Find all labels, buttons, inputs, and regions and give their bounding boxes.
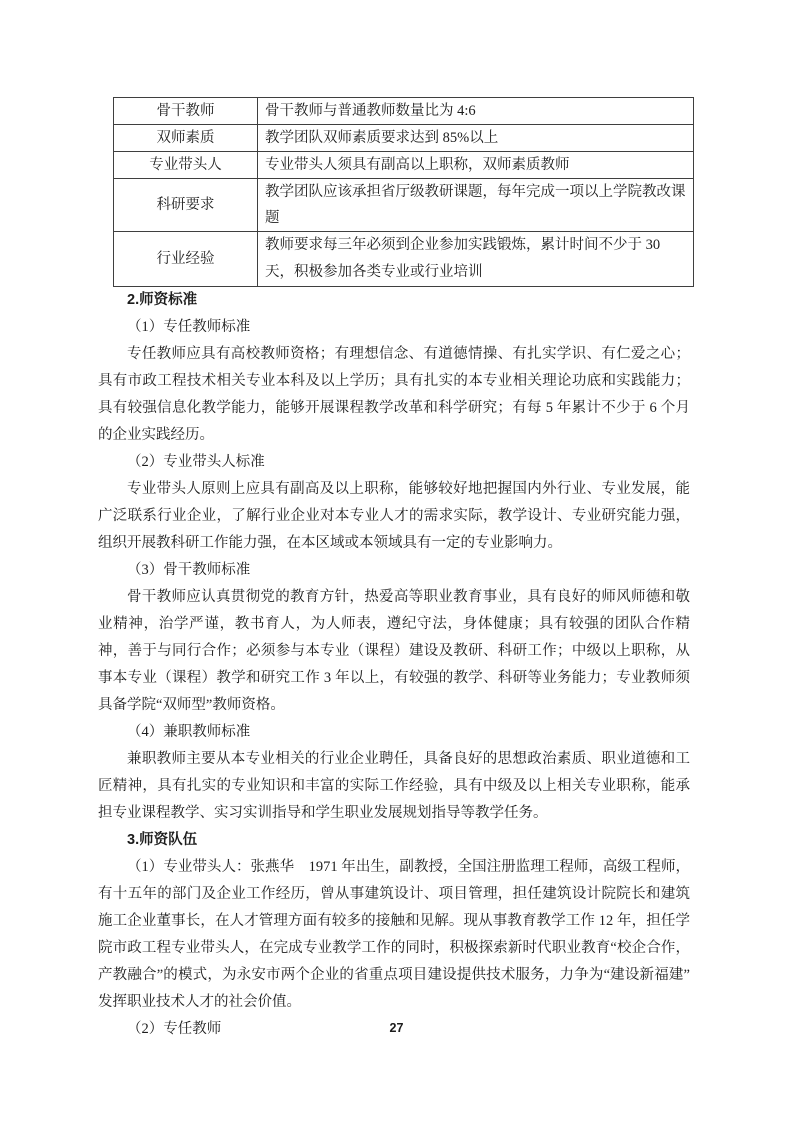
row-value: 教学团队应该承担省厅级教研课题，每年完成一项以上学院教改课题: [258, 179, 694, 232]
paragraph-program-leader-standard: 专业带头人原则上应具有副高及以上职称，能够较好地把握国内外行业、专业发展，能广泛联系行业企业，了解行业企业对本专业人才的需求实际，教学设计、专业研究能力强，组织开展教科研工作能力强，在本区域或本领域具有一定的专业影响力。: [98, 481, 690, 551]
row-label: 骨干教师: [114, 98, 258, 125]
subsection-heading-fulltime-teachers: （2）专任教师: [127, 1021, 222, 1037]
teacher-requirements-table: [113, 97, 694, 287]
page-number: 27: [389, 1021, 404, 1035]
table-row-backbone-teachers: [114, 98, 694, 125]
subsection-heading-backbone-teacher-standard: （3）骨干教师标准: [127, 562, 251, 578]
section-heading-faculty-standards: 2.师资标准: [127, 292, 198, 308]
table-row-research-requirement: [114, 179, 694, 232]
paragraph-backbone-teacher-standard: 骨干教师应认真贯彻党的教育方针，热爱高等职业教育事业，具有良好的师风师德和敬业精神，治学严谨，教书育人，为人师表，遵纪守法，身体健康；具有较强的团队合作精神，善于与同行合作；必须参与本专业（课程）建设及教研、科研工作；中级以上职称，从事本专业（课程）教学和研究工作 3 年以上，有较强的教学、科研等业务能力；专业教师须具备学院“双师型”教师资格。: [98, 589, 690, 713]
row-label: 双师素质: [114, 125, 258, 152]
table-row-industry-experience: [114, 232, 694, 287]
row-label: 科研要求: [114, 179, 258, 232]
table-row-dual-qualified: [114, 125, 694, 152]
row-value: 专业带头人须具有副高以上职称，双师素质教师: [258, 152, 694, 179]
paragraph-program-leader-bio: （1）专业带头人：张燕华 1971 年出生，副教授，全国注册监理工程师，高级工程师，有十五年的部门及企业工作经历，曾从事建筑设计、项目管理，担任建筑设计院院长和建筑施工企业董事长，在人才管理方面有较多的接触和见解。现从事教育教学工作 12 年，担任学院市政工程专业带头人，在完成专业教学工作的同时，积极探索新时代职业教育“校企合作，产教融合”的模式，为永安市两个企业的省重点项目建设提供技术服务，力争为“建设新福建”发挥职业技术人才的社会价值。: [98, 859, 690, 1010]
subsection-heading-program-leader-standard: （2）专业带头人标准: [127, 454, 265, 470]
paragraph-parttime-teacher-standard: 兼职教师主要从本专业相关的行业企业聘任，具备良好的思想政治素质、职业道德和工匠精神，具有扎实的专业知识和丰富的实际工作经验，具有中级及以上相关专业职称，能承担专业课程教学、实习实训指导和学生职业发展规划指导等教学任务。: [98, 751, 690, 821]
row-value: 骨干教师与普通教师数量比为 4:6: [258, 98, 694, 125]
row-label: 专业带头人: [114, 152, 258, 179]
paragraph-fulltime-teacher-standard: 专任教师应具有高校教师资格；有理想信念、有道德情操、有扎实学识、有仁爱之心；具有市政工程技术相关专业本科及以上学历；具有扎实的本专业相关理论功底和实践能力；具有较强信息化教学能力，能够开展课程教学改革和科学研究；有每 5 年累计不少于 6 个月的企业实践经历。: [98, 346, 690, 443]
subsection-heading-fulltime-teacher-standard: （1）专任教师标准: [127, 319, 251, 335]
section-heading-faculty-team: 3.师资队伍: [127, 832, 198, 848]
table-row-program-leader: [114, 152, 694, 179]
page-content: [98, 97, 690, 1043]
row-value: 教学团队双师素质要求达到 85%以上: [258, 125, 694, 152]
row-value: 教师要求每三年必须到企业参加实践锻炼，累计时间不少于 30 天，积极参加各类专业或行业培训: [258, 232, 694, 287]
subsection-heading-parttime-teacher-standard: （4）兼职教师标准: [127, 724, 251, 740]
row-label: 行业经验: [114, 232, 258, 287]
